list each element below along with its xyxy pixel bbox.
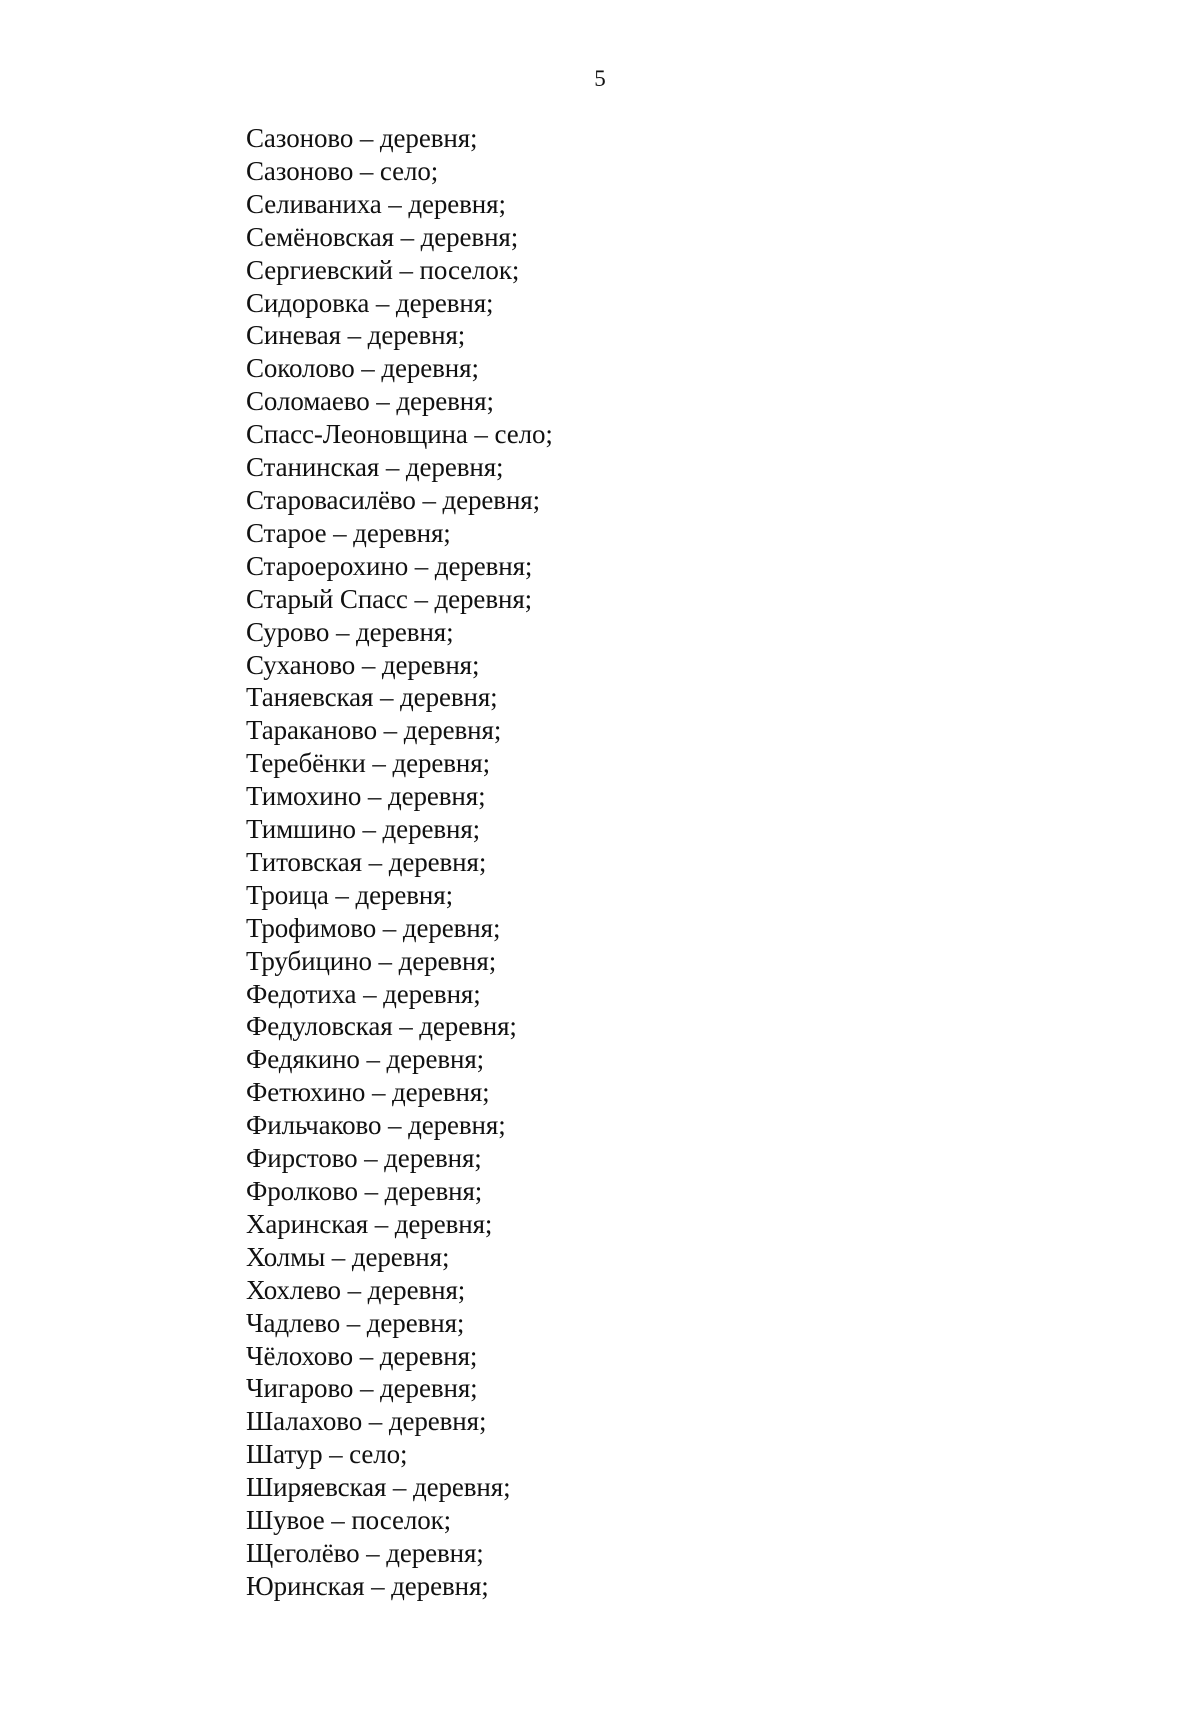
list-item: Тараканово – деревня;: [246, 715, 502, 746]
list-item: Щеголёво – деревня;: [246, 1537, 484, 1568]
list-item: Фильчаково – деревня;: [246, 1110, 506, 1141]
list-item: Юринская – деревня;: [246, 1570, 489, 1601]
list-item: Трофимово – деревня;: [246, 912, 501, 943]
list-item: Тимшино – деревня;: [246, 814, 481, 845]
list-item: Фролково – деревня;: [246, 1176, 483, 1206]
list-item: Чёлохово – деревня;: [246, 1340, 478, 1371]
list-item: Старое – деревня;: [246, 517, 451, 548]
list-item: Фетюхино – деревня;: [246, 1077, 490, 1108]
list-item: Сазоново – деревня;: [246, 123, 478, 153]
list-item: Сурово – деревня;: [246, 616, 454, 647]
list-item: Федуловская – деревня;: [246, 1011, 517, 1042]
list-item: Семёновская – деревня;: [246, 221, 519, 252]
list-item: Федотиха – деревня;: [246, 978, 481, 1009]
list-item: Старый Спасс – деревня;: [246, 583, 533, 614]
list-item: Титовская – деревня;: [246, 846, 487, 877]
list-item: Троица – деревня;: [246, 879, 453, 910]
list-item: Сидоровка – деревня;: [246, 287, 494, 318]
list-item: Чадлево – деревня;: [246, 1307, 465, 1338]
list-item: Суханово – деревня;: [246, 649, 480, 680]
list-item: Теребёнки – деревня;: [246, 748, 490, 779]
list-item: Чигарово – деревня;: [246, 1373, 478, 1404]
list-item: Сергиевский – поселок;: [246, 254, 520, 285]
list-item: Спасс-Леоновщина – село;: [246, 419, 553, 450]
list-item: Шувое – поселок;: [246, 1505, 452, 1536]
list-item: Хохлево – деревня;: [246, 1274, 466, 1305]
list-item: Селиваниха – деревня;: [246, 188, 506, 219]
list-item: Харинская – деревня;: [246, 1208, 493, 1239]
list-item: Староерохино – деревня;: [246, 550, 533, 581]
list-item: Фирстово – деревня;: [246, 1143, 482, 1174]
page-number: 5: [594, 66, 606, 91]
list-item: Шатур – село;: [246, 1439, 408, 1470]
list-item: Соколово – деревня;: [246, 353, 479, 384]
list-item: Станинская – деревня;: [246, 452, 504, 483]
list-item: Синевая – деревня;: [246, 320, 466, 351]
list-item: Соломаево – деревня;: [246, 386, 494, 417]
list-item: Федякино – деревня;: [246, 1044, 485, 1075]
list-item: Шалахово – деревня;: [246, 1406, 487, 1437]
list-item: Тимохино – деревня;: [246, 781, 486, 812]
list-item: Холмы – деревня;: [246, 1241, 450, 1272]
settlement-list: [246, 122, 553, 1603]
list-item: Ширяевская – деревня;: [246, 1472, 511, 1503]
list-item: Старовасилёво – деревня;: [246, 484, 541, 515]
list-item: Таняевская – деревня;: [246, 682, 498, 713]
list-item: Сазоново – село;: [246, 155, 439, 186]
list-item: Трубицино – деревня;: [246, 945, 497, 976]
